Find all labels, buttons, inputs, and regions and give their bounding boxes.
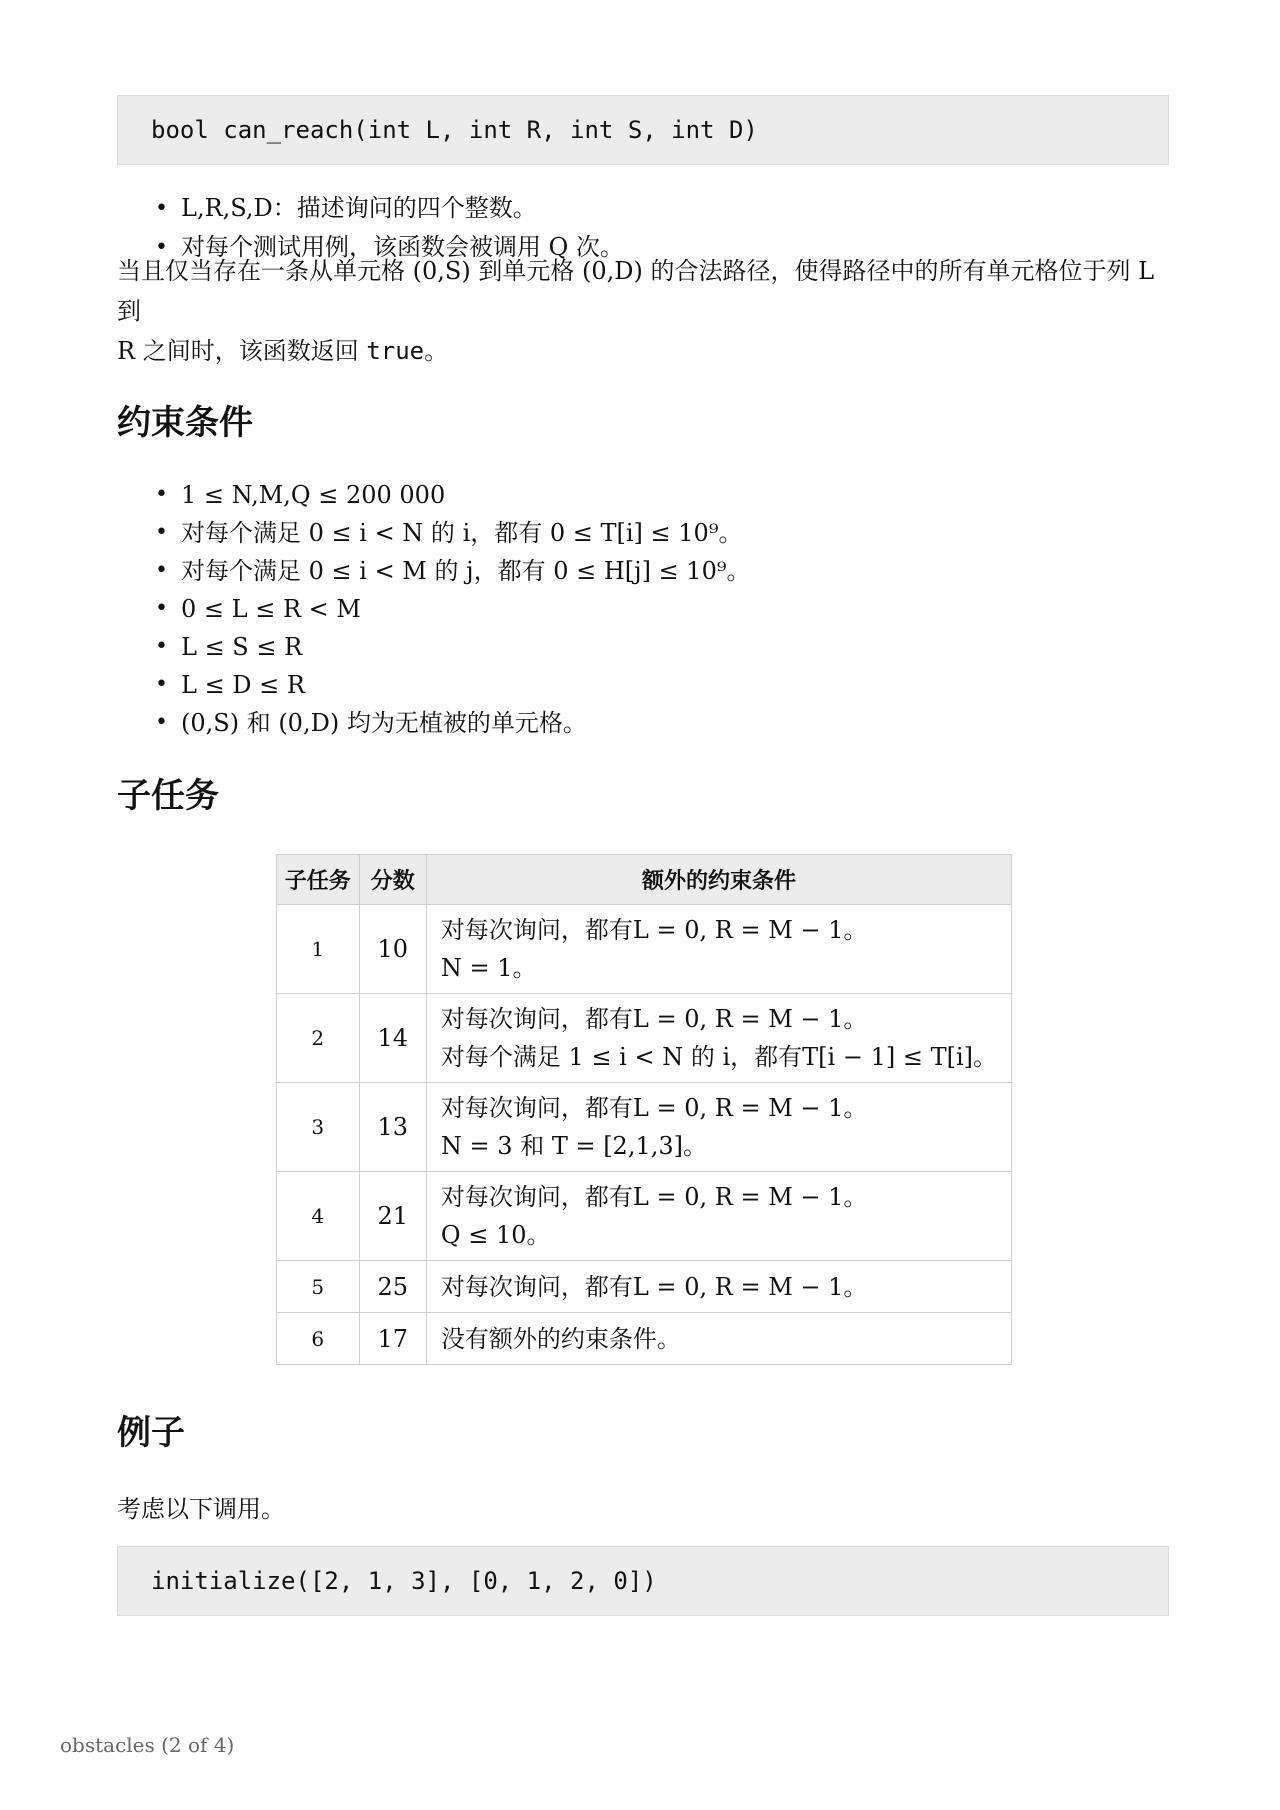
subtask-id: 4 — [277, 1172, 360, 1261]
constraint-line: 对每次询问，都有L = 0, R = M − 1。 — [440, 916, 868, 944]
constraint-item: • (0,S) 和 (0,D) 均为无植被的单元格。 — [145, 704, 750, 742]
subtask-id: 5 — [277, 1261, 360, 1313]
constraint-line: N = 3 和 T = [2,1,3]。 — [440, 1132, 707, 1160]
constraint-line: Q ≤ 10。 — [440, 1221, 551, 1249]
return-text-end: 。 — [424, 337, 449, 365]
table-row — [277, 905, 1012, 994]
table-row — [277, 1313, 1012, 1365]
subtask-constraint — [426, 994, 1011, 1083]
table-row — [277, 1083, 1012, 1172]
constraint-line: 对每次询问，都有L = 0, R = M − 1。 — [440, 1094, 868, 1122]
header-subtask: 子任务 — [277, 855, 360, 905]
constraint-item: • 对每个满足 0 ≤ i < M 的 j，都有 0 ≤ H[j] ≤ 10⁹。 — [145, 552, 750, 590]
subtasks-heading: 子任务 — [117, 776, 219, 816]
table-row — [277, 1172, 1012, 1261]
subtask-score: 14 — [359, 994, 426, 1083]
subtask-constraint — [426, 1313, 1011, 1365]
constraint-item: • L ≤ D ≤ R — [145, 666, 750, 704]
subtask-score: 25 — [359, 1261, 426, 1313]
constraint-item: • 1 ≤ N,M,Q ≤ 200 000 — [145, 476, 750, 514]
constraint-line: 没有额外的约束条件。 — [440, 1324, 681, 1353]
return-description — [117, 251, 1177, 371]
examples-heading: 例子 — [117, 1413, 185, 1453]
subtask-score: 13 — [359, 1083, 426, 1172]
header-score: 分数 — [359, 855, 426, 905]
subtask-constraint — [426, 1083, 1011, 1172]
subtask-score: 21 — [359, 1172, 426, 1261]
subtask-id: 3 — [277, 1083, 360, 1172]
constraint-item: • L ≤ S ≤ R — [145, 628, 750, 666]
subtask-constraint — [426, 1261, 1011, 1313]
parameter-item: • 对每个测试用例，该函数会被调用 Q 次。 — [145, 228, 624, 267]
subtask-id: 2 — [277, 994, 360, 1083]
constraint-line: 对每次询问，都有L = 0, R = M − 1。 — [440, 1272, 868, 1301]
return-description-line2 — [117, 331, 1177, 371]
subtasks-table — [276, 854, 1012, 1365]
return-text: R 之间时，该函数返回 — [117, 337, 367, 365]
example-code-text: initialize([2, 1, 3], [0, 1, 2, 0]) — [151, 1567, 657, 1595]
true-inline-code: true — [366, 337, 425, 365]
constraint-item: • 0 ≤ L ≤ R < M — [145, 590, 750, 628]
header-constraints: 额外的约束条件 — [426, 855, 1011, 905]
subtask-constraint — [426, 1172, 1011, 1261]
page-footer: obstacles (2 of 4) — [60, 1733, 235, 1757]
table-header-row — [277, 855, 1012, 905]
constraint-line: N = 1。 — [440, 954, 537, 982]
constraints-heading: 约束条件 — [117, 403, 253, 443]
subtask-id: 1 — [277, 905, 360, 994]
function-signature-text: bool can_reach(int L, int R, int S, int D) — [151, 116, 758, 144]
constraints-list — [145, 476, 750, 742]
table-row — [277, 994, 1012, 1083]
table-row — [277, 1261, 1012, 1313]
constraint-line: 对每次询问，都有L = 0, R = M − 1。 — [440, 1183, 868, 1211]
constraint-line: 对每个满足 1 ≤ i < N 的 i，都有T[i − 1] ≤ T[i]。 — [440, 1043, 997, 1071]
constraint-line: 对每次询问，都有L = 0, R = M − 1。 — [440, 1005, 868, 1033]
constraint-item: • 对每个满足 0 ≤ i < N 的 i，都有 0 ≤ T[i] ≤ 10⁹。 — [145, 514, 750, 552]
return-description-line1: 当且仅当存在一条从单元格 (0,S) 到单元格 (0,D) 的合法路径，使得路径中的所有单元格位于列 L 到 — [117, 257, 1155, 325]
subtask-constraint — [426, 905, 1011, 994]
parameter-item: • L,R,S,D：描述询问的四个整数。 — [145, 189, 624, 228]
subtask-score: 10 — [359, 905, 426, 994]
examples-intro: 考虑以下调用。 — [117, 1495, 285, 1523]
function-signature-code-block — [117, 95, 1169, 165]
subtask-id: 6 — [277, 1313, 360, 1365]
subtask-score: 17 — [359, 1313, 426, 1365]
example-code-block — [117, 1546, 1169, 1616]
